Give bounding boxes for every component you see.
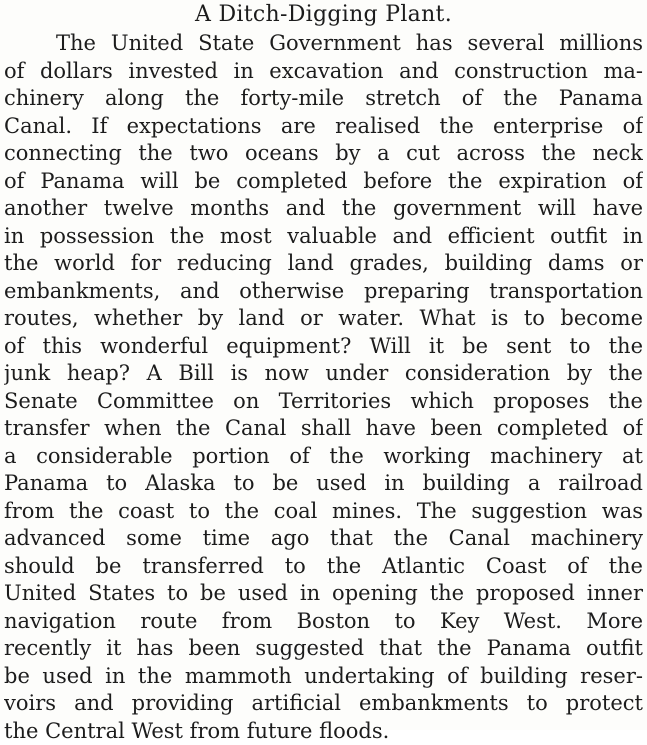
body-line: chinery along the forty-mile stretch of the Panama: [4, 85, 643, 113]
body-line: of dollars invested in excavation and construction ma-: [4, 58, 643, 86]
body-line: junk heap? A Bill is now under consideration by the: [4, 360, 643, 388]
body-line: of Panama will be completed before the expiration of: [4, 168, 643, 196]
body-line: connecting the two oceans by a cut across the neck: [4, 140, 643, 168]
body-line: Canal. If expectations are realised the enterprise of: [4, 113, 643, 141]
body-line: embankments, and otherwise preparing transportation: [4, 278, 643, 306]
body-line: should be transferred to the Atlantic Coast of the: [4, 553, 643, 581]
body-line: the Central West from future floods.: [4, 718, 643, 745]
body-line: voirs and providing artificial embankments to protect: [4, 690, 643, 718]
body-line: advanced some time ago that the Canal machinery: [4, 525, 643, 553]
article-body: [4, 30, 643, 745]
body-line: Panama to Alaska to be used in building a railroad: [4, 470, 643, 498]
body-line: another twelve months and the government will have: [4, 195, 643, 223]
body-line: from the coast to the coal mines. The suggestion was: [4, 498, 643, 526]
body-line: transfer when the Canal shall have been completed of: [4, 415, 643, 443]
body-line: routes, whether by land or water. What is to become: [4, 305, 643, 333]
body-line: The United State Government has several millions: [4, 30, 643, 58]
body-line: United States to be used in opening the proposed inner: [4, 580, 643, 608]
body-line: navigation route from Boston to Key West. More: [4, 608, 643, 636]
article-title: A Ditch-Digging Plant.: [0, 0, 647, 30]
body-line: a considerable portion of the working machinery at: [4, 443, 643, 471]
body-line: of this wonderful equipment? Will it be sent to the: [4, 333, 643, 361]
body-line: Senate Committee on Territories which proposes the: [4, 388, 643, 416]
body-line: the world for reducing land grades, building dams or: [4, 250, 643, 278]
body-line: be used in the mammoth undertaking of building reser-: [4, 663, 643, 691]
body-line: recently it has been suggested that the Panama outfit: [4, 635, 643, 663]
body-line: in possession the most valuable and efficient outfit in: [4, 223, 643, 251]
